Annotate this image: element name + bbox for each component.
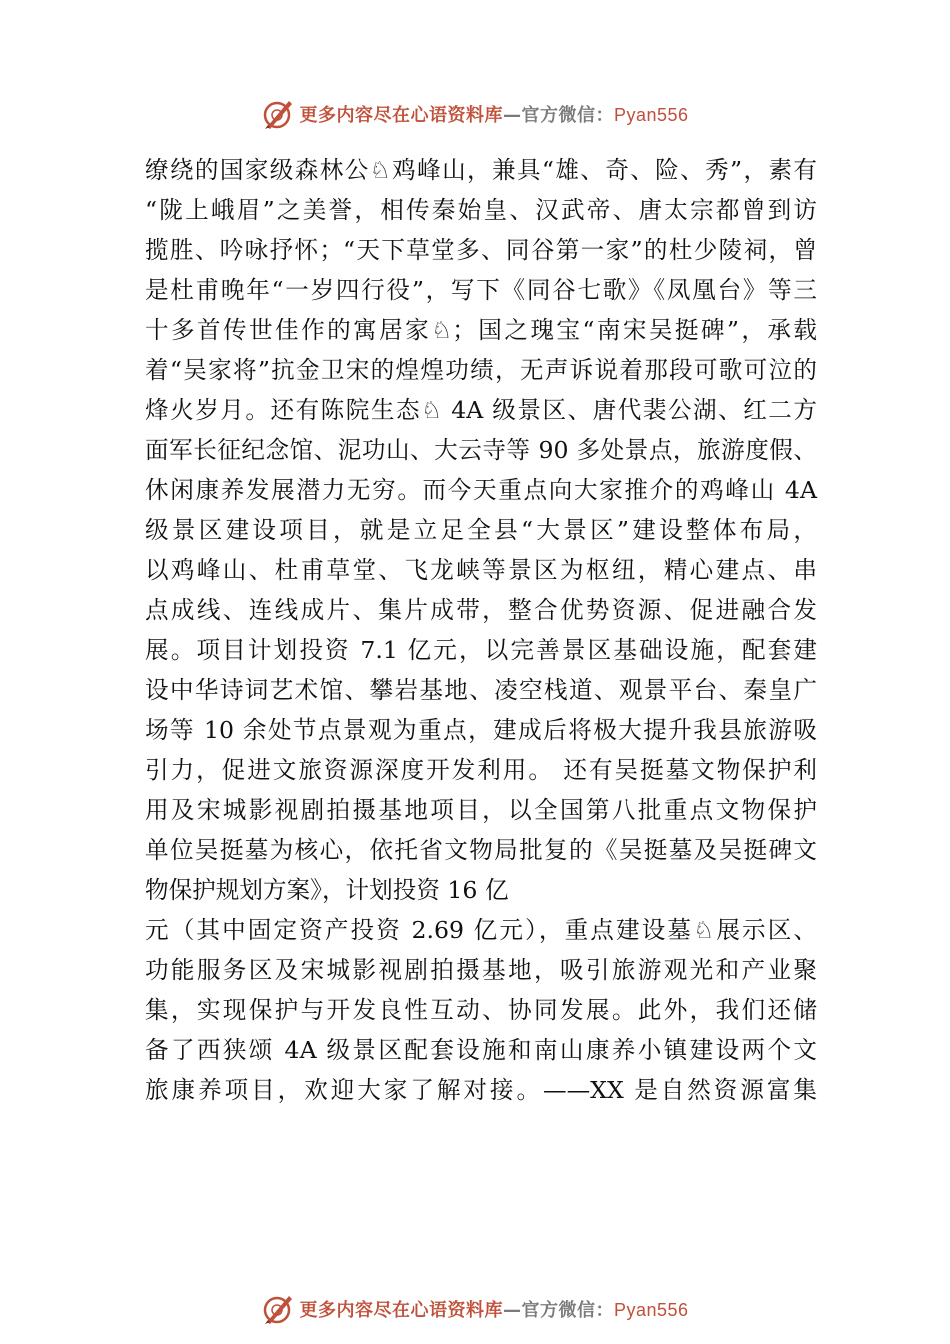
body-line: 功能服务区及宋城影视剧拍摄基地，吸引旅游观光和产业聚 — [145, 956, 817, 984]
body-line: 物保护规划方案》，计划投资 16 亿 — [145, 876, 509, 904]
header-wechat-id: Pyan556 — [613, 105, 689, 125]
body-line: 用及宋城影视剧拍摄基地项目，以全国第八批重点文物保护 — [145, 796, 817, 824]
pen-logo-icon — [261, 97, 295, 131]
body-line: 着“吴家将”抗金卫宋的煌煌功绩，无声诉说着那段可歌可泣的 — [145, 356, 817, 384]
footer-site-name: 更多内容尽在心语资料库 — [299, 1300, 503, 1321]
pen-logo-icon — [261, 1292, 295, 1326]
body-line: 是杜甫晚年“一岁四行役”，写下《同谷七歌》《凤凰台》等三 — [145, 276, 817, 304]
body-line: 十多首传世佳作的寓居家♘；国之瑰宝“南宋吴挺碑”，承载 — [145, 316, 817, 344]
body-line: 面军长征纪念馆、泥功山、大云寺等 90 多处景点，旅游度假、 — [145, 436, 817, 464]
body-line: 单位吴挺墓为核心，依托省文物局批复的《吴挺墓及吴挺碑文 — [145, 836, 817, 864]
body-line: 场等 10 余处节点景观为重点，建成后将极大提升我县旅游吸 — [145, 716, 817, 744]
body-line: 备了西狭颂 4A 级景区配套设施和南山康养小镇建设两个文 — [145, 1036, 817, 1064]
footer-text — [299, 1296, 688, 1322]
footer-wechat-id: Pyan556 — [613, 1300, 689, 1320]
body-line: 旅康养项目，欢迎大家了解对接。——XX 是自然资源富集 — [145, 1076, 817, 1104]
header-wechat-label: —官方微信： — [502, 105, 614, 126]
body-line: 休闲康养发展潜力无穷。而今天重点向大家推介的鸡峰山 4A — [145, 476, 817, 504]
body-line: 展。项目计划投资 7.1 亿元，以完善景区基础设施，配套建 — [145, 636, 817, 664]
body-line: 揽胜、吟咏抒怀；“天下草堂多、同谷第一家”的杜少陵祠，曾 — [145, 236, 817, 264]
header-banner — [0, 94, 950, 134]
header-text — [299, 101, 688, 127]
body-line: 元（其中固定资产投资 2.69 亿元），重点建设墓♘展示区、 — [145, 916, 817, 944]
body-line: 烽火岁月。还有陈院生态♘ 4A 级景区、唐代裴公湖、红二方 — [145, 396, 817, 424]
body-line: 设中华诗词艺术馆、攀岩基地、凌空栈道、观景平台、秦皇广 — [145, 676, 817, 704]
document-body — [145, 150, 817, 1110]
body-line: 引力，促进文旅资源深度开发利用。 还有吴挺墓文物保护利 — [145, 756, 817, 784]
body-line: 点成线、连线成片、集片成带，整合优势资源、促进融合发 — [145, 596, 817, 624]
body-line: 集，实现保护与开发良性互动、协同发展。此外，我们还储 — [145, 996, 817, 1024]
footer-wechat-label: —官方微信： — [502, 1300, 614, 1321]
footer-banner — [0, 1289, 950, 1329]
body-line: “陇上峨眉”之美誉，相传秦始皇、汉武帝、唐太宗都曾到访 — [145, 196, 817, 224]
header-site-name: 更多内容尽在心语资料库 — [299, 105, 503, 126]
body-line: 级景区建设项目，就是立足全县“大景区”建设整体布局， — [145, 516, 817, 544]
body-line: 缭绕的国家级森林公♘鸡峰山，兼具“雄、奇、险、秀”，素有 — [145, 156, 817, 184]
body-line: 以鸡峰山、杜甫草堂、飞龙峡等景区为枢纽，精心建点、串 — [145, 556, 817, 584]
